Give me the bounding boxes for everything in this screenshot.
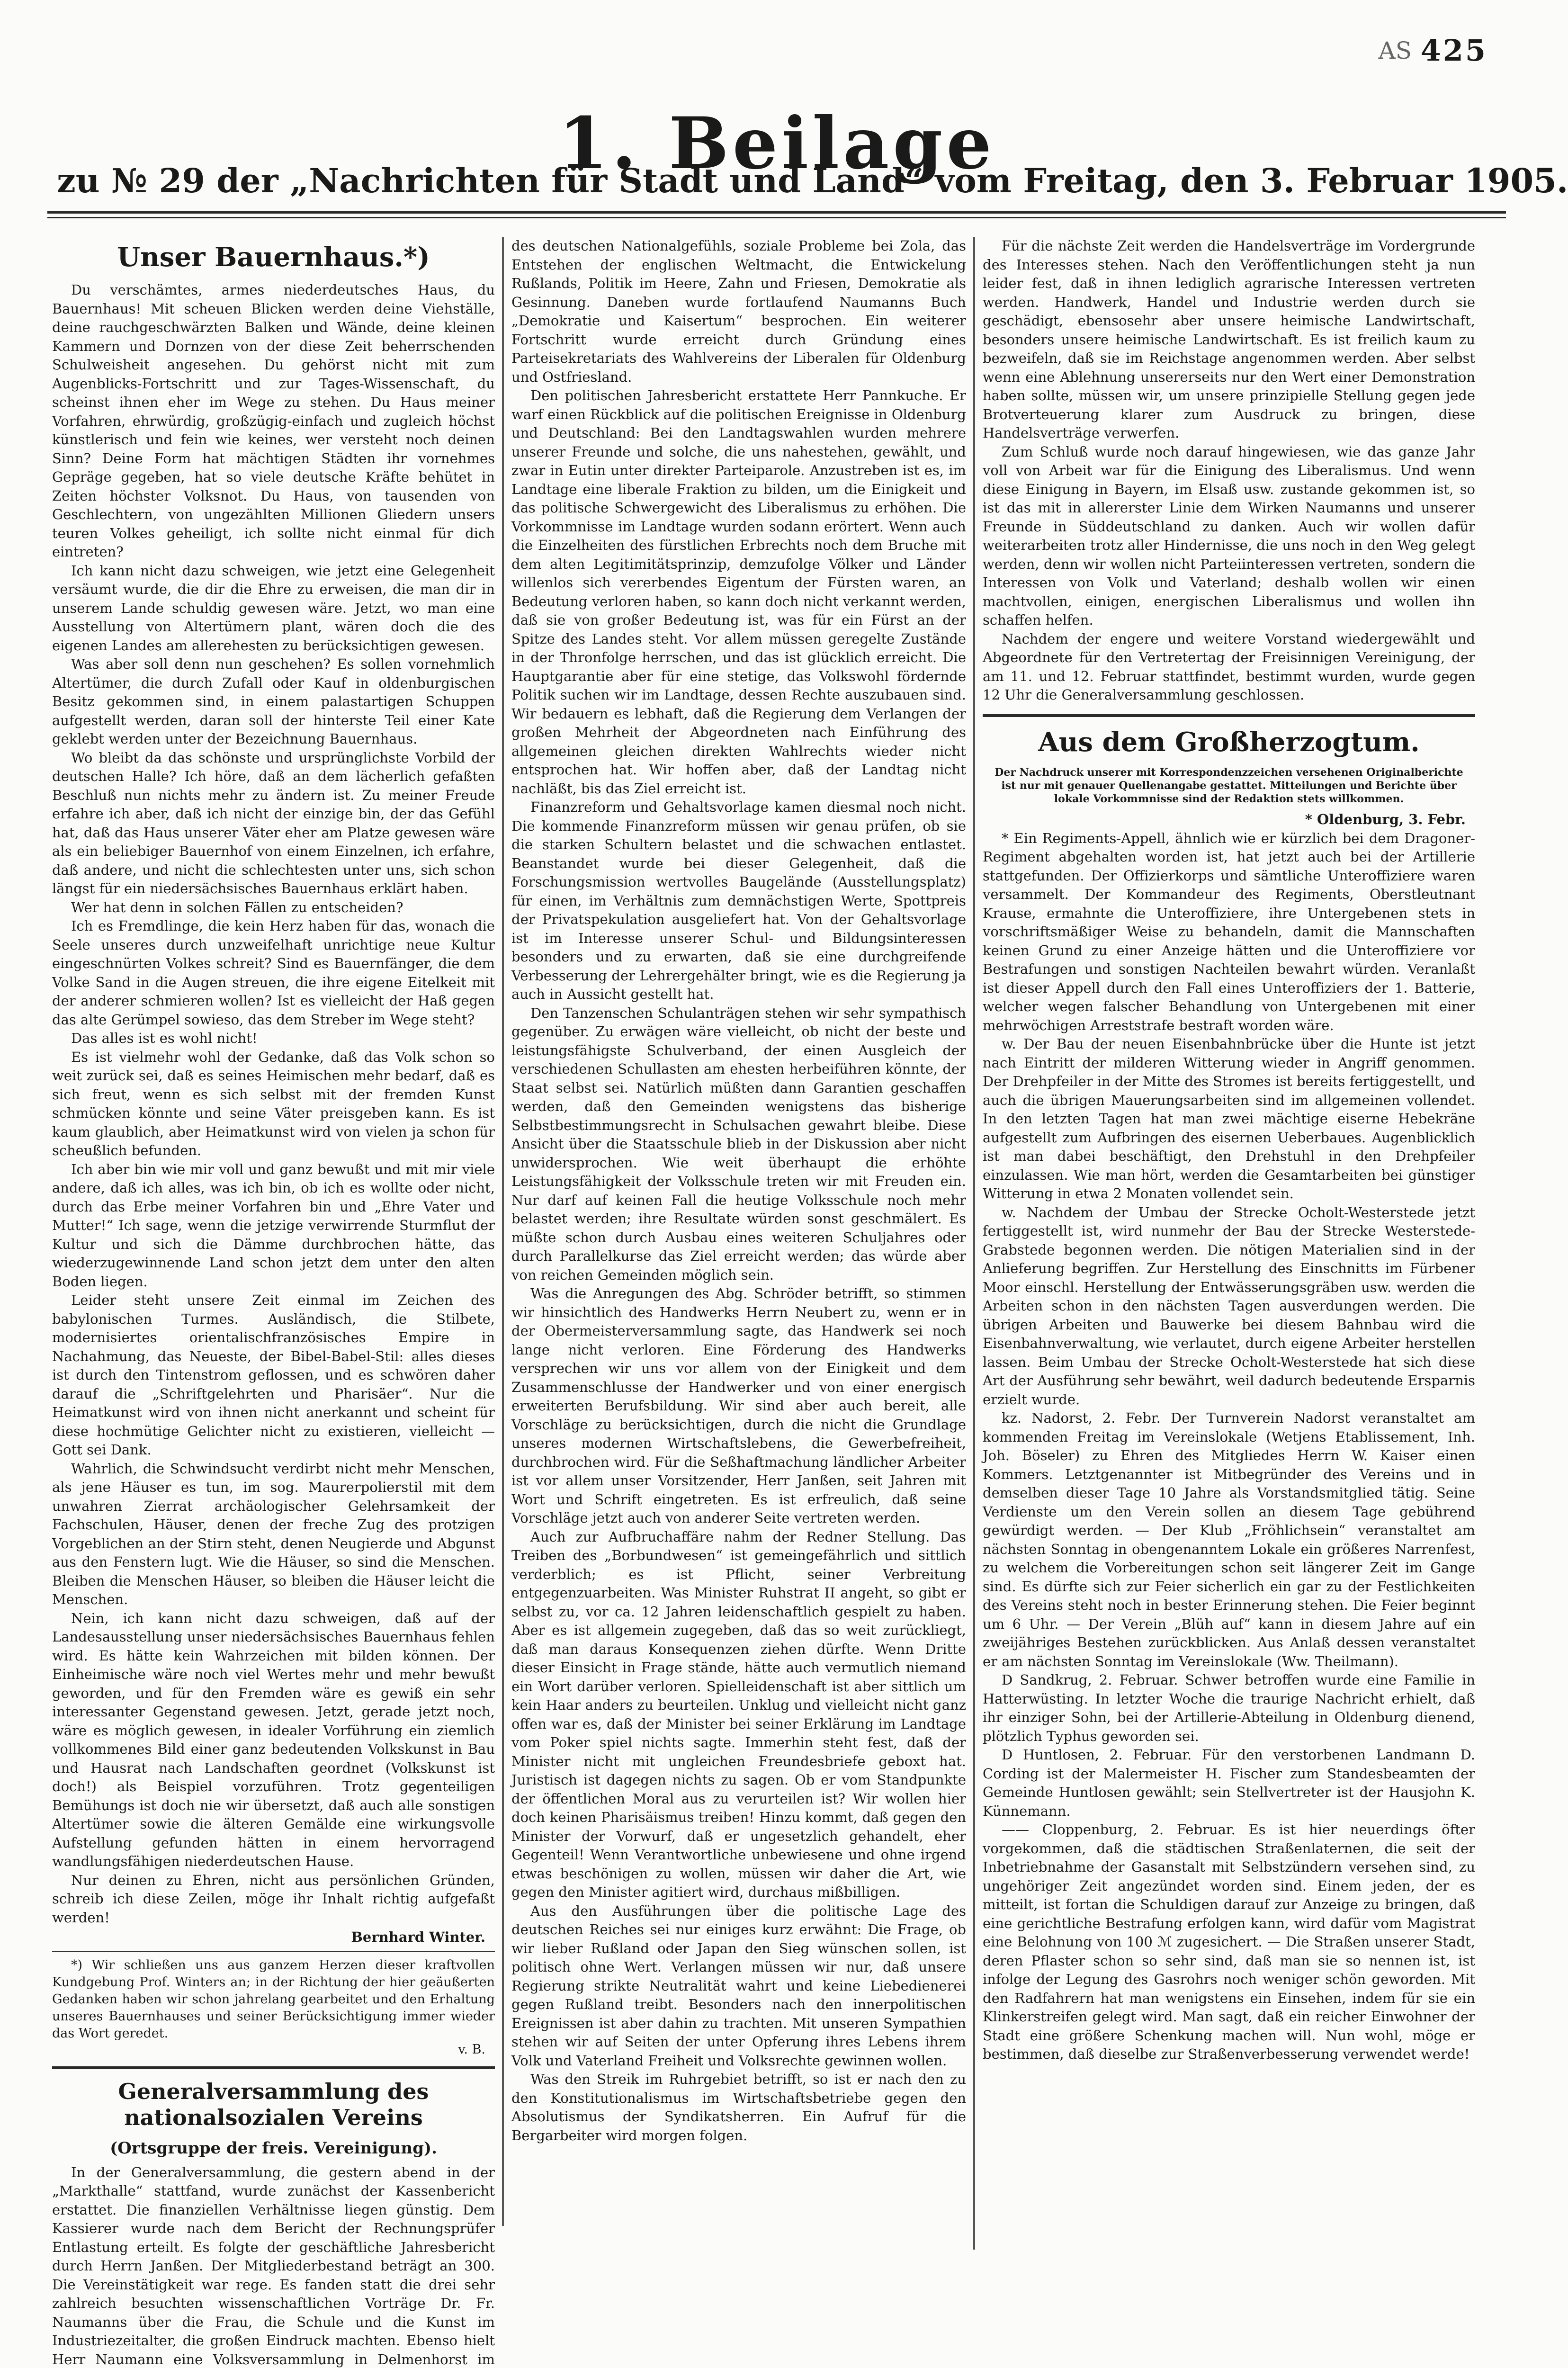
paragraph: Auch zur Aufbruchaffäre nahm der Redner Stellung. Das Treiben des „Borbundwesen“ ist gemeingefährlich und sittlich verderblich; es ist Pflicht, seiner Verbreitung entgegenzuarbeiten. Was Minister Ruhstrat II angeht, so gibt er selbst zu, vor ca. 12 Jahren leidenschaftlich gespielt zu haben. Aber es ist allgemein zugegeben, daß das so weit zurückliegt, daß man daraus Konsequenzen ziehen dürfte. Wenn Dritte dieser Einsicht in Frage stände, hätte auch vermutlich niemand ein Wort darüber verloren. Spielleidenschaft ist aber sittlich um kein Haar anders zu beurteilen. Unklug und vielleicht nicht ganz offen war es, daß der Minister bei seiner Erklärung im Landtage vom Poker spiel nichts sagte. Immerhin steht fest, daß der Minister nicht mit ungleichen Freundesbriefe geboxt hat. Juristisch ist dagegen nichts zu sagen. Ob er vom Standpunkte der öffentlichen Moral aus zu verurteilen ist? Wir wollen hier doch keinen Pharisäismus treiben! Hinzu kommt, daß gegen den Minister der Vorwurf, daß er ungesetzlich gehandelt, eher Gegenteil! Wenn Verantwortliche unbewiesene und ohne irgend etwas beschönigen zu wollen, müssen wir daher die Art, wie gegen den Minister agitiert wird, durchaus mißbilligen.: [511, 1528, 966, 1900]
editorial-footnote: *) Wir schließen uns aus ganzem Herzen dieser kraftvollen Kundgebung Prof. Winters an; in der Richtung der hier geäußerten Gedanken haben wir schon jahrelang gearbeitet und den Erhaltung unseres Bauernhauses und seiner Berücksichtigung immer wieder das Wort geredet.: [52, 1951, 495, 2042]
paragraph: Ich aber bin wie mir voll und ganz bewußt und mit mir viele andere, daß ich alles, was ich bin, ob ich es wollte oder nicht, durch das Erbe meiner Vorfahren bin und „Ehre Vater und Mutter!“ Ich sage, wenn die jetzige verwirrende Sturmflut der Kultur und sich die Dämme durchbrochen hätte, das wiederzugewinnende Land schon jetzt dem unter den alten Boden liegen.: [52, 1161, 495, 1290]
paragraph: Was die Anregungen des Abg. Schröder betrifft, so stimmen wir hinsichtlich des Handwerks Herrn Neubert zu, wenn er in der Obermeisterversammlung sagte, das Handwerk sei noch lange nicht verloren. Eine Förderung des Handwerks versprechen wir uns vor allem von der Einigkeit und dem Zusammenschlusse der Handwerker und von einer energisch erweiterten Berufsbildung. Wir sind aber auch bereit, alle Vorschläge zu berücksichtigen, durch die nicht die Grundlage unseres modernen Wirtschaftslebens, die Gewerbefreiheit, durchbrochen wird. Für die Seßhaftmachung ländlicher Arbeiter ist vor allem unser Vorsitzender, Herr Janßen, seit Jahren mit Wort und Schrift eingetreten. Es ist erfreulich, daß seine Vorschläge jetzt auch von anderer Seite vertreten werden.: [511, 1285, 966, 1526]
paragraph: Aus den Ausführungen über die politische Lage des deutschen Reiches sei nur einiges kurz erwähnt: Die Frage, ob wir lieber Rußland oder Japan den Sieg wünschen sollen, ist politisch ohne Wert. Verlangen müssen wir nur, daß unsere Regierung strikte Neutralität wahrt und keine Liebedienerei gegen Rußland treibt. Besonders nach den innerpolitischen Ereignissen ist aber dahin zu trachten. Mit unseren Sympathien stehen wir auf Seiten der unter Opferung ihres Lebens ihrem Volk und Vaterland Freiheit und Volksrechte gewinnen wollen.: [511, 1902, 966, 2069]
article-subtitle: (Ortsgruppe der freis. Vereinigung).: [110, 2138, 437, 2158]
paragraph: Das alles ist es wohl nicht!: [71, 1030, 258, 1047]
paragraph: Ich es Fremdlinge, die kein Herz haben für das, wonach die Seele unseres durch unzweifelhaft unrichtige neue Kultur eingeschnürten Volkes schreit? Sind es Bauernfänger, die dem Volke Sand in die Augen streuen, die ihre eigene Eitelkeit mit der anderer schmieren wollen? Ist es vielleicht der Haß gegen das alte Gerümpel sowieso, das dem Streber im Wege steht?: [52, 918, 495, 1028]
paragraph: kz. Nadorst, 2. Febr. Der Turnverein Nadorst veranstaltet am kommenden Freitag im Vereinslokale (Wetjens Etablissement, Inh. Joh. Böseler) zu Ehren des Mitgliedes Herrn W. Kaiser einen Kommers. Letztgenannter ist Mitbegründer des Vereins und in demselben dieser Tage 10 Jahre als Vorstandsmitglied tätig. Seine Verdienste um den Verein sollen an diesem Tage gebührend gewürdigt werden. — Der Klub „Fröhlichsein“ veranstaltet am nächsten Sonntag in obengenanntem Lokale ein größeres Narrenfest, zu welchem die Vorbereitungen schon seit längerer Zeit im Gange sind. Es dürfte sich zur Feier sicherlich ein gar zu der Festlichkeiten des Vereins steht noch in bester Erinnerung stehen. Die Feier beginnt um 6 Uhr. — Der Verein „Blüh auf“ kann in diesem Jahre auf ein zweijähriges Bestehen zurückblicken. Aus Anlaß dessen veranstaltet er am nächsten Sonntag im Vereinslokale (Ww. Theilmann).: [983, 1410, 1475, 1669]
paragraph: w. Nachdem der Umbau der Strecke Ocholt-Westerstede jetzt fertiggestellt ist, wird nunmehr der Bau der Strecke Westerstede-Grabstede begonnen werden. Die nötigen Materialien sind in der Anlieferung begriffen. Zur Herstellung des Einschnitts im Fürbener Moor einschl. Herstellung der Entwässerungsgräben usw. werden die Arbeiten schon in den nächsten Tagen ausverdungen werden. Die übrigen Arbeiten und Bauwerke bei diesem Bahnbau wird die Eisenbahnverwaltung, wie verlautet, durch eigene Arbeiter herstellen lassen. Beim Umbau der Strecke Ocholt-Westerstede hat sich diese Art der Ausführung sehr bewährt, weil dadurch bedeutende Ersparnis erzielt wurde.: [983, 1204, 1475, 1408]
paragraph: Nur deinen zu Ehren, nicht aus persönlichen Gründen, schreib ich diese Zeilen, möge ihr Inhalt richtig aufgefaßt werden!: [52, 1872, 495, 1926]
article-title-bauernhaus: Unser Bauernhaus.*): [117, 242, 430, 273]
paragraph: w. Der Bau der neuen Eisenbahnbrücke über die Hunte ist jetzt nach Eintritt der milderen Witterung wieder in Angriff genommen. Der Drehpfeiler in der Mitte des Stromes ist bereits fertiggestellt, und auch die übrigen Mauerungsarbeiten sind im allgemeinen vollendet. In den letzten Tagen hat man zwei mächtige eiserne Hebekräne aufgestellt zum Aufbringen des eisernen Ueberbaues. Augenblicklich ist man dabei beschäftigt, den Drehstuhl in den Drehpfeiler einzulassen. Wie man hört, werden die Gesamtarbeiten bei günstiger Witterung in etwa 2 Monaten vollendet sein.: [983, 1036, 1475, 1202]
header-rule-top: [47, 211, 1506, 214]
paragraph: Du verschämtes, armes niederdeutsches Haus, du Bauernhaus! Mit scheuen Blicken werden deine Viehställe, deine rauchgeschwärzten Balken und Wände, deine kleinen Kammern und Dornzen von der diese Zeit beherrschenden Schulweisheit angesehen. Du gehörst nicht mit zum Augenblicks-Fortschritt und zur Tages-Wissenschaft, du scheinst ihnen eher im Wege zu stehen. Du Haus meiner Vorfahren, ehrwürdig, großzügig-einfach und zugleich höchst künstlerisch und fein wie keines, wer versteht noch deinen Sinn? Deine Form hat mächtigen Städten ihr vornehmes Gepräge gegeben, hat so viele deutsche Kräfte behütet in Zeiten höchster Volksnot. Du Haus, von tausenden von Geschlechtern, von ungezählten Millionen Gliedern unsers teuren Volkes geheiligt, ich sollte nicht einmal für dich eintreten?: [52, 282, 495, 560]
article-title-grossherzogtum: Aus dem Großherzogtum.: [1038, 726, 1420, 758]
supplement-subtitle: zu № 29 der „Nachrichten für Stadt und Land“ vom Freitag, den 3. Februar 1905.: [57, 161, 1568, 200]
paragraph: Finanzreform und Gehaltsvorlage kamen diesmal noch nicht. Die kommende Finanzreform müssen wir genau prüfen, ob sie die starken Schultern belastet und die schwachen entlastet. Beanstandet wurde bei dieser Gelegenheit, daß die Forschungsmission wertvolles Baugelände (Ausstellungsplatz) für einen, im Verhältnis zum demnächstigen Werte, Spottpreis der Privatspekulation ausgeliefert hat. Von der Gehaltsvorlage ist im Interesse unserer Schul- und Bildungsinteressen besonders und zu erwarten, daß sie eine durchgreifende Verbesserung der Lehrergehälter bringt, wie es die Regierung ja auch in Aussicht gestellt hat.: [511, 799, 966, 1002]
paragraph: Es ist vielmehr wohl der Gedanke, daß das Volk schon so weit zurück sei, daß es seines Heimischen mehr bedarf, daß es sich freut, wenn es sich selbst mit der fremden Kunst schmücken könnte und seine Väter preisgeben kann. Es ist kaum glaublich, aber Heimatkunst wird von vielen ja schon für scheußlich befunden.: [52, 1049, 495, 1159]
dateline: * Oldenburg, 3. Febr.: [1305, 811, 1466, 827]
column-divider-2: [973, 237, 975, 2250]
section-rule: [983, 714, 1475, 717]
header-rule-bottom: [47, 217, 1506, 218]
paragraph: Den politischen Jahresbericht erstattete Herr Pannkuche. Er warf einen Rückblick auf die politischen Ereignisse in Oldenburg und Deutschland: Bei den Landtagswahlen wurden mehrere unserer Freunde und solche, die uns nahestehen, gewählt, und zwar in Eutin unter direkter Parteiparole. Anzustreben ist es, im Landtage eine liberale Fraktion zu bilden, um die Einigkeit und das politische Schwergewicht des Liberalismus zu erhöhen. Die Vorkommnisse im Landtage wurden sodann erörtert. Wenn auch die Einzelheiten des fürstlichen Erbrechts noch dem Bruche mit dem alten Legitimitätsprinzip, demzufolge Völker und Länder willenlos sich vererbendes Eigentum der Fürsten waren, an Bedeutung verloren haben, so kann doch nicht verkannt werden, daß sie von großer Bedeutung ist, was für ein Fürst an der Spitze des Landes steht. Vor allem müssen geregelte Zustände in der Thronfolge herrschen, und das ist glücklich erreicht. Die Hauptgarantie aber für eine stetige, das Volkswohl fördernde Politik suchen wir im Landtage, dessen Rechte auszubauen sind. Wir bedauern es lebhaft, daß die Regierung dem Verlangen der großen Mehrheit der Abgeordneten nach Einführung des allgemeinen gleichen direkten Wahlrechts wieder nicht entsprochen hat. Wir hoffen aber, daß der Landtag nicht nachläßt, bis das Ziel erreicht ist.: [511, 387, 966, 797]
paragraph: Nein, ich kann nicht dazu schweigen, daß auf der Landesausstellung unser niedersächsisches Bauernhaus fehlen wird. Es hätte kein Wahrzeichen mit bilden können. Der Einheimische wäre noch viel Wertes mehr und mehr bewußt geworden, und für den Fremden wäre es gewiß ein sehr interessanter Gegenstand gewesen. Jetzt, gerade jetzt noch, wäre es möglich gewesen, in idealer Vorführung ein ziemlich vollkommenes Bild einer ganz bedeutenden Volkskunst in Bau und Hausrat nach Landschaften geordnet (Volkskunst ist doch!) als Beispiel vorzuführen. Trotz gegenteiligen Bemühungs ist doch nie wir übersetzt, daß auch alle sonstigen Altertümer sowie die älteren Gemälde eine wirkungsvolle Aufstellung gefunden hätten in einem hervorragend wandlungsfähigen niederdeutschen Hause.: [52, 1610, 495, 1870]
paragraph: In der Generalversammlung, die gestern abend in der „Markthalle“ stattfand, wurde zunächst der Kassenbericht erstattet. Die finanziellen Verhältnisse liegen günstig. Dem Kassierer wurde nach dem Bericht der Rechnungsprüfer Entlastung erteilt. Es folgte der geschäftliche Jahresbericht durch Herrn Janßen. Der Mitgliederbestand beträgt an 300. Die Vereinstätigkeit war rege. Es fanden statt die drei sehr zahlreich besuchten wissenschaftlichen Vorträge Dr. Fr. Naumanns über die Frau, die Schule und die Kunst im Industriezeitalter, die großen Eindruck machten. Ebenso hielt Herr Naumann eine Volksversammlung in Delmenhorst im: [52, 2164, 495, 2368]
paragraph: Wer hat denn in solchen Fällen zu entscheiden?: [71, 899, 403, 915]
column-2: [511, 237, 966, 2250]
paragraph: Den Tanzenschen Schulanträgen stehen wir sehr sympathisch gegenüber. Zu erwägen wäre vielleicht, ob nicht der beste und leistungsfähigste Schulverband, der einen Ausgleich der verschiedenen Schullasten am ehesten herbeiführen könnte, der Staat selbst sei. Natürlich müßten dann Garantien geschaffen werden, daß den Gemeinden wenigstens das bisherige Selbstbestimmungsrecht in Schulsachen gewahrt bleibe. Diese Ansicht über die Staatsschule blieb in der Diskussion aber nicht unwidersprochen. Wie weit überhaupt die erhöhte Leistungsfähigkeit der Volksschule treten wir mit Freuden ein. Nur darf auf keinen Fall die heutige Volksschule noch mehr belastet werden; ihre Resultate würden sonst geschmälert. Es müßte schon durch Ausbau eines weiteren Schuljahres oder durch Parallelkurse das Ziel erreicht werden; das würde aber von reichen Gemeinden möglich sein.: [511, 1005, 966, 1283]
column-divider-1: [502, 237, 504, 2226]
paragraph: Für die nächste Zeit werden die Handelsverträge im Vordergrunde des Interesses stehen. Nach den Veröffentlichungen steht ja nun leider fest, daß in ihnen lediglich agrarische Interessen vertreten werden. Handwerk, Handel und Industrie werden durch sie geschädigt, ebensosehr aber unsere heimische Landwirtschaft, besonders unsere heimische Landwirtschaft. Es ist freilich kaum zu bezweifeln, daß sie im Reichstage angenommen werden. Aber selbst wenn eine Ablehnung unsererseits nur den Wert einer Demonstration haben sollte, müssen wir, um unsere prinzipielle Stellung gegen jede Brotverteuerung klarer zum Ausdruck zu bringen, diese Handelsverträge verwerfen.: [983, 238, 1475, 441]
page-number: 425: [1420, 33, 1487, 68]
section-rule: [52, 2066, 495, 2069]
paragraph: Was den Streik im Ruhrgebiet betrifft, so ist er nach den zu den Konstitutionalismus im Wirtschaftsbetriebe gegen den Absolutismus der Syndikatsherren. Ein Aufruf für die Bergarbeiter wird morgen folgen.: [511, 2071, 966, 2144]
paragraph: D Sandkrug, 2. Februar. Schwer betroffen wurde eine Familie in Hatterwüsting. In letzter Woche die traurige Nachricht erhielt, daß ihr einziger Sohn, bei der Artillerie-Abteilung in Oldenburg dienend, plötzlich Typhus geworden sei.: [983, 1672, 1475, 1744]
author-signature: Bernhard Winter.: [351, 1929, 485, 1946]
footnote-signature: v. B.: [458, 2042, 485, 2057]
paragraph: Wo bleibt da das schönste und ursprünglichste Vorbild der deutschen Halle? Ich höre, daß an dem lächerlich gefaßten Beschluß nun nichts mehr zu ändern ist. Zu meiner Freude erfahre ich aber, daß ich nicht der einzige bin, der das Gefühl hat, daß das Haus unserer Väter eher am Platze gewesen wäre als ein beliebiger Bauernhof von einem Einzelnen, ich erfahre, daß andere, und nicht die schlechtesten unter uns, sich schon längst für ein niedersächsisches Bauernhaus erklärt haben.: [52, 749, 495, 897]
paragraph: * Ein Regiments-Appell, ähnlich wie er kürzlich bei dem Dragoner-Regiment abgehalten worden ist, hat jetzt auch bei der Artillerie stattgefunden. Der Offizierkorps und sämtliche Unteroffiziere waren versammelt. Der Kommandeur des Regiments, Oberstleutnant Krause, ermahnte die Unteroffiziere, ihre Untergebenen stets in vorschriftsmäßiger Weise zu behandeln, damit die Mannschaften keinen Grund zu einer Anzeige hätten und die Unteroffiziere vor Bestrafungen und sonstigen Nachteilen bewahrt würden. Veranlaßt ist dieser Appell durch den Fall eines Unteroffiziers der 1. Batterie, welcher wegen falscher Behandlung von Untergebenen mit einer mehrwöchigen Arreststrafe bestraft worden wäre.: [983, 830, 1475, 1033]
paragraph: Nachdem der engere und weitere Vorstand wiedergewählt und Abgeordnete für den Vertretertag der Freisinnigen Vereinigung, der am 11. und 12. Februar stattfindet, bestimmt wurden, wurde gegen 12 Uhr die Generalversammlung geschlossen.: [983, 630, 1475, 703]
column-1: [52, 237, 495, 2368]
paragraph: Leider steht unsere Zeit einmal im Zeichen des babylonischen Turmes. Ausländisch, die Stilbete, modernisiertes orientalischfranzösisches Empire in Nachahmung, das Neueste, der Bibel-Babel-Stil: alles dieses ist durch den Tintenstrom geflossen, und es schwören daher darauf die „Schriftgelehrten und Pharisäer“. Nur die Heimatkunst wird von ihnen nicht anerkannt und scheint für diese hochmütige Gelichter nicht zu existieren, vielleicht — Gott sei Dank.: [52, 1292, 495, 1458]
reprint-notice: Der Nachdruck unserer mit Korrespondenzzeichen versehenen Originalberichte ist nur mit genauer Quellenangabe gestattet. Mitteilungen und Berichte über lokale Vorkommnisse sind der Redaktion stets willkommen.: [995, 766, 1463, 805]
paragraph: Wahrlich, die Schwindsucht verdirbt nicht mehr Menschen, als jene Häuser es tun, im sog. Maurerpolierstil mit dem unwahren Zierrat archäologischer Gelehrsamkeit der Fachschulen, Häuser, denen der freche Zug des protzigen Vorgeblichen an der Stirn steht, denen Neugierde und Abgunst aus den Fenstern lugt. Wie die Häuser, so sind die Menschen. Bleiben die Menschen Häuser, so bleiben die Häuser leicht die Menschen.: [52, 1460, 495, 1608]
column-3: [983, 237, 1475, 2264]
paragraph: des deutschen Nationalgefühls, soziale Probleme bei Zola, das Entstehen der englischen Weltmacht, die Entwickelung Rußlands, Politik im Heere, Zahn und Friesen, Demokratie als Gesinnung. Daneben wurde fortlaufend Naumanns Buch „Demokratie und Kaisertum“ besprochen. Ein weiterer Fortschritt wurde erreicht durch Gründung eines Parteisekretariats des Wahlvereins der Liberalen für Oldenburg und Ostfriesland.: [511, 238, 966, 385]
archive-stamp: AS: [1378, 37, 1412, 64]
paragraph: Was aber soll denn nun geschehen? Es sollen vornehmlich Altertümer, die durch Zufall oder Kauf in oldenburgischen Besitz gekommen sind, in einem palastartigen Schuppen aufgestellt werden, daran soll der hinterste Teil einer Kate geklebt werden unter der Bezeichnung Bauernhaus.: [52, 656, 495, 747]
paragraph: D Huntlosen, 2. Februar. Für den verstorbenen Landmann D. Cording ist der Malermeister H. Fischer zum Standesbeamten der Gemeinde Huntlosen gewählt; sein Stellvertreter ist der Hausjohn K. Künnemann.: [983, 1747, 1475, 1819]
paragraph: —— Cloppenburg, 2. Februar. Es ist hier neuerdings öfter vorgekommen, daß die städtischen Straßenlaternen, die seit der Inbetriebnahme der Gasanstalt mit Selbstzündern versehen sind, zu ungehöriger Zeit angezündet worden sind. Einem jeden, der es mitteilt, ist fortan die Schuldigen darauf zur Anzeige zu bringen, daß eine gerichtliche Bestrafung erfolgen kann, wird dafür vom Magistrat eine Belohnung von 100 ℳ zugesichert. — Die Straßen unserer Stadt, deren Pflaster schon so sehr sind, daß man sie so nennen ist, ist infolge der Legung des Gasrohrs noch weniger schön geworden. Mit den Radfahrern hat man wenigstens ein Einsehen, indem für sie ein Klinkerstreifen gelegt wird. Man sagt, daß ein reicher Einwohner der Stadt eine größere Schenkung machen will. Nun wohl, möge er bestimmen, daß dieselbe zur Straßenverbesserung verwendet werde!: [983, 1821, 1475, 2063]
paragraph: Zum Schluß wurde noch darauf hingewiesen, wie das ganze Jahr voll von Arbeit war für die Einigung des Liberalismus. Und wenn diese Einigung in Bayern, im Elsaß usw. zustande gekommen ist, so ist das mit in allererster Linie dem Wirken Naumanns und unserer Freunde in Süddeutschland zu danken. Auch wir wollen dafür weiterarbeiten trotz aller Hindernisse, die uns noch in den Weg gelegt werden, denn wir wollen nicht Parteiinteressen vertreten, sondern die Interessen von Volk und Vaterland; deshalb wollen wir einen machtvollen, einigen, energischen Liberalismus und wollen ihn schaffen helfen.: [983, 443, 1475, 628]
article-title-generalversammlung: Generalversammlung des nationalsozialen Vereins: [118, 2079, 429, 2131]
paragraph: Ich kann nicht dazu schweigen, wie jetzt eine Gelegenheit versäumt wurde, die dir die Ehre zu erweisen, die man dir in unserem Lande schuldig gewesen wäre. Jetzt, wo man eine Ausstellung von Altertümern plant, wären doch die des eigenen Landes am allerehesten zu berücksichtigen gewesen.: [52, 562, 495, 654]
supplement-title: 1. Beilage: [558, 102, 995, 185]
